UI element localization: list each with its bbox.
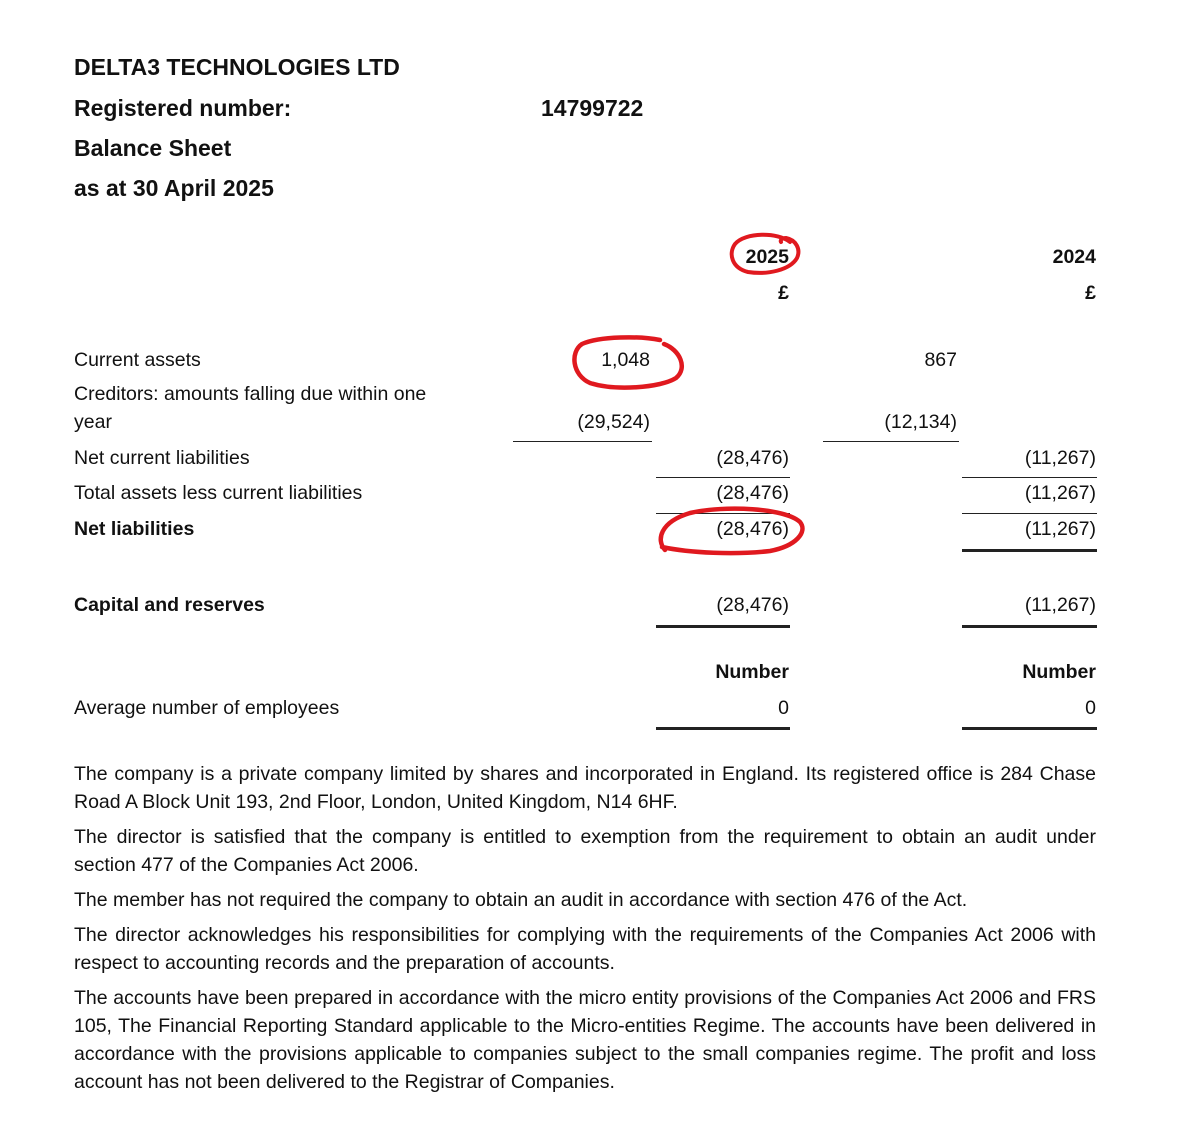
double-underline-employees-2024 [962,727,1097,730]
row-label-capital-reserves: Capital and reserves [74,594,265,616]
note-audit-exemption: The director is satisfied that the company is entitled to exemption from the requirement to obtain an audit under section 477 of the Companies Act 2006. [74,826,1096,876]
value-current-assets-2025: 1,048 [601,349,650,371]
underline-ncl-2024 [962,477,1097,478]
double-underline-net-liabilities-2024 [962,549,1097,552]
note-director-responsibilities: The director acknowledges his responsibilities for complying with the requirements of the Companies Act 2006 with respect to accounting records and the preparation of accounts. [74,924,1096,974]
double-underline-capital-2024 [962,625,1097,628]
value-employees-2025: 0 [778,697,789,719]
value-total-assets-less-cl-2024: (11,267) [1024,482,1096,504]
company-name: DELTA3 TECHNOLOGIES LTD [74,54,400,80]
value-net-liabilities-2024: (11,267) [1024,518,1096,540]
column-number-current: Number [715,661,789,683]
column-year-prior: 2024 [1052,246,1096,268]
note-registered-office: The company is a private company limited by shares and incorporated in England. Its registered office is 284 Chase Road A Block Unit 193, 2nd Floor, London, United Kingdom, N14 6HF. [74,763,1096,813]
underline-talcl-2025 [656,513,790,514]
value-net-liabilities-2025: (28,476) [716,518,789,540]
row-label-creditors-line1: Creditors: amounts falling due within one [74,383,427,405]
value-creditors-2025: (29,524) [577,411,650,433]
note-micro-entity-provisions: The accounts have been prepared in accordance with the micro entity provisions of the Companies Act 2006 and FRS 105, The Financial Reporting Standard applicable to the Micro-entities Regime. The accounts have been delivered in accordance with the provisions applicable to companies subject to the small companies regime. The profit and loss account has not been delivered to the Registrar of Companies. [74,987,1096,1093]
double-underline-capital-2025 [656,625,790,628]
value-creditors-2024: (12,134) [884,411,957,433]
underline-talcl-2024 [962,513,1097,514]
row-label-net-liabilities: Net liabilities [74,518,195,540]
value-total-assets-less-cl-2025: (28,476) [716,482,789,504]
underline-ncl-2025 [656,477,790,478]
note-member-audit: The member has not required the company to obtain an audit in accordance with section 476 of the Act. [74,889,968,911]
column-currency-current: £ [778,282,789,304]
column-currency-prior: £ [1085,282,1096,304]
value-net-current-liabilities-2025: (28,476) [716,447,789,469]
row-label-total-assets-less-cl: Total assets less current liabilities [74,482,363,504]
row-label-employees: Average number of employees [74,697,340,719]
statement-title: Balance Sheet [74,135,232,161]
column-number-prior: Number [1022,661,1096,683]
registered-number-label: Registered number: [74,95,292,121]
row-label-net-current-liabilities: Net current liabilities [74,447,250,469]
underline-creditors-2025 [513,441,652,442]
value-capital-reserves-2024: (11,267) [1024,594,1096,616]
value-net-current-liabilities-2024: (11,267) [1024,447,1096,469]
column-year-current: 2025 [745,246,789,268]
registered-number: 14799722 [541,95,644,121]
value-current-assets-2024: 867 [924,349,957,371]
row-label-current-assets: Current assets [74,349,201,371]
value-employees-2024: 0 [1085,697,1096,719]
row-label-creditors-line2: year [74,411,112,433]
value-capital-reserves-2025: (28,476) [716,594,789,616]
double-underline-employees-2025 [656,727,790,730]
statement-date: as at 30 April 2025 [74,175,274,201]
underline-creditors-2024 [823,441,959,442]
